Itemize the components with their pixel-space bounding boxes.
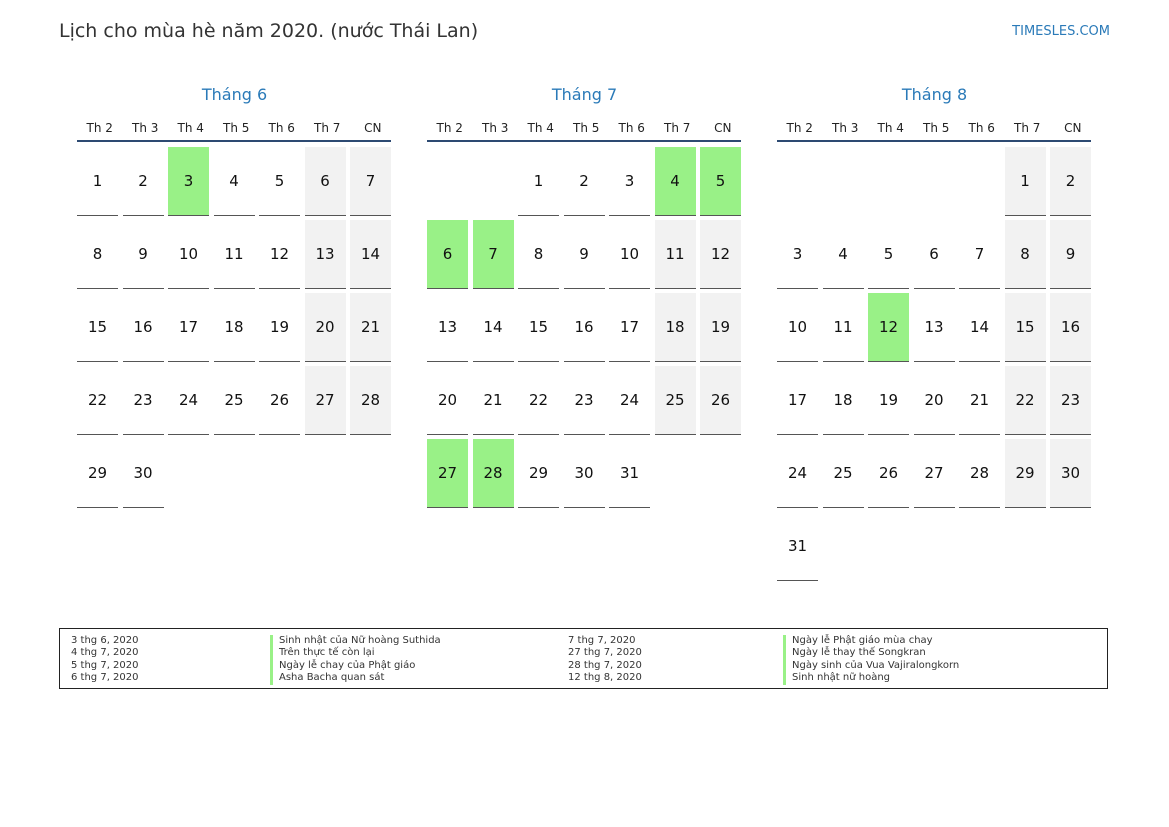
day-cell[interactable]: 3 bbox=[609, 147, 650, 216]
day-cell[interactable]: 30 bbox=[564, 439, 605, 508]
day-cell[interactable]: 29 bbox=[518, 439, 559, 508]
day-cell[interactable]: 4 bbox=[823, 220, 864, 289]
legend-holiday-name: Ngày sinh của Vua Vajiralongkorn bbox=[783, 660, 959, 672]
day-cell[interactable]: 16 bbox=[123, 293, 164, 362]
day-cell[interactable]: 8 bbox=[77, 220, 118, 289]
day-cell[interactable]: 21 bbox=[350, 293, 391, 362]
legend-date: 7 thg 7, 2020 bbox=[568, 635, 636, 646]
weekday-label: Th 4 bbox=[527, 121, 554, 135]
day-cell[interactable]: 18 bbox=[823, 366, 864, 435]
month-title: Tháng 6 bbox=[201, 85, 268, 104]
day-cell[interactable]: 24 bbox=[777, 439, 818, 508]
weekday-label: Th 2 bbox=[786, 121, 813, 135]
day-cell[interactable]: 17 bbox=[777, 366, 818, 435]
day-cell[interactable]: 30 bbox=[123, 439, 164, 508]
day-cell[interactable]: 14 bbox=[473, 293, 514, 362]
weekday-label: Th 5 bbox=[923, 121, 950, 135]
weekday-label: Th 5 bbox=[223, 121, 250, 135]
day-cell[interactable]: 1 bbox=[77, 147, 118, 216]
day-cell[interactable]: 1 bbox=[1005, 147, 1046, 216]
weekday-label: Th 3 bbox=[132, 121, 159, 135]
weekday-header bbox=[77, 118, 392, 140]
day-cell[interactable]: 25 bbox=[823, 439, 864, 508]
day-cell[interactable]: 8 bbox=[518, 220, 559, 289]
legend-date: 6 thg 7, 2020 bbox=[71, 672, 139, 684]
weekday-label: Th 3 bbox=[832, 121, 859, 135]
day-cell[interactable]: 16 bbox=[1050, 293, 1091, 362]
weekday-label: Th 5 bbox=[573, 121, 600, 135]
day-cell[interactable]: 24 bbox=[609, 366, 650, 435]
holiday-day-cell[interactable]: 4 bbox=[655, 147, 696, 216]
day-cell[interactable]: 23 bbox=[123, 366, 164, 435]
legend-holiday-name: Ngày lễ chay của Phật giáo bbox=[270, 660, 441, 672]
day-cell[interactable]: 22 bbox=[1005, 366, 1046, 435]
day-cell[interactable]: 13 bbox=[305, 220, 346, 289]
day-cell[interactable]: 15 bbox=[518, 293, 559, 362]
day-cell[interactable]: 20 bbox=[305, 293, 346, 362]
day-cell[interactable]: 7 bbox=[350, 147, 391, 216]
day-cell[interactable]: 19 bbox=[259, 293, 300, 362]
day-cell[interactable]: 14 bbox=[959, 293, 1000, 362]
day-cell[interactable]: 12 bbox=[700, 220, 741, 289]
day-cell[interactable]: 19 bbox=[868, 366, 909, 435]
day-cell[interactable]: 14 bbox=[350, 220, 391, 289]
day-cell[interactable]: 15 bbox=[77, 293, 118, 362]
legend-date: 4 thg 7, 2020 bbox=[71, 647, 139, 659]
day-cell[interactable]: 15 bbox=[1005, 293, 1046, 362]
weekday-label: Th 6 bbox=[968, 121, 995, 135]
day-cell[interactable]: 11 bbox=[655, 220, 696, 289]
day-cell[interactable]: 13 bbox=[914, 293, 955, 362]
day-cell[interactable]: 2 bbox=[123, 147, 164, 216]
legend-dates-right bbox=[568, 635, 642, 685]
legend-holiday-name: Ngày lễ Phật giáo mùa chay bbox=[783, 635, 959, 647]
legend-holiday-name: Trên thực tế còn lại bbox=[270, 647, 441, 659]
month-august bbox=[777, 84, 1092, 581]
day-cell[interactable]: 10 bbox=[168, 220, 209, 289]
header-divider bbox=[777, 140, 1091, 142]
holiday-day-cell[interactable]: 6 bbox=[427, 220, 468, 289]
day-cell[interactable]: 13 bbox=[427, 293, 468, 362]
day-cell[interactable]: 5 bbox=[868, 220, 909, 289]
day-cell[interactable]: 9 bbox=[123, 220, 164, 289]
day-cell[interactable]: 21 bbox=[959, 366, 1000, 435]
empty-day-cell bbox=[427, 147, 468, 216]
day-cell[interactable]: 30 bbox=[1050, 439, 1091, 508]
day-grid bbox=[77, 147, 392, 508]
day-cell[interactable]: 11 bbox=[214, 220, 255, 289]
day-cell[interactable]: 28 bbox=[350, 366, 391, 435]
day-cell[interactable]: 20 bbox=[914, 366, 955, 435]
day-cell[interactable]: 19 bbox=[700, 293, 741, 362]
day-cell[interactable]: 28 bbox=[959, 439, 1000, 508]
weekday-label: Th 4 bbox=[877, 121, 904, 135]
empty-day-cell bbox=[959, 147, 1000, 216]
weekday-label: Th 6 bbox=[268, 121, 295, 135]
day-cell[interactable]: 5 bbox=[259, 147, 300, 216]
weekday-label: CN bbox=[364, 121, 382, 135]
day-cell[interactable]: 20 bbox=[427, 366, 468, 435]
day-cell[interactable]: 22 bbox=[518, 366, 559, 435]
holiday-day-cell[interactable]: 5 bbox=[700, 147, 741, 216]
legend-names-right bbox=[783, 635, 959, 685]
day-cell[interactable]: 23 bbox=[564, 366, 605, 435]
legend-date: 28 thg 7, 2020 bbox=[568, 659, 642, 671]
day-cell[interactable]: 6 bbox=[914, 220, 955, 289]
legend-holiday-name: Sinh nhật của Nữ hoàng Suthida bbox=[270, 635, 441, 647]
weekday-label: CN bbox=[1064, 121, 1082, 135]
legend-holiday-name: Asha Bacha quan sát bbox=[270, 672, 441, 684]
month-title: Tháng 7 bbox=[551, 85, 618, 104]
weekday-header bbox=[427, 118, 742, 140]
weekday-label: Th 2 bbox=[86, 121, 113, 135]
empty-day-cell bbox=[868, 147, 909, 216]
months-container bbox=[77, 84, 1092, 604]
legend-date: 3 thg 6, 2020 bbox=[71, 635, 139, 646]
weekday-label: Th 2 bbox=[436, 121, 463, 135]
holiday-day-cell[interactable]: 27 bbox=[427, 439, 468, 508]
weekday-label: Th 3 bbox=[482, 121, 509, 135]
day-cell[interactable]: 25 bbox=[655, 366, 696, 435]
day-cell[interactable]: 17 bbox=[609, 293, 650, 362]
day-cell[interactable]: 27 bbox=[914, 439, 955, 508]
day-cell[interactable]: 6 bbox=[305, 147, 346, 216]
day-cell[interactable]: 29 bbox=[1005, 439, 1046, 508]
day-cell[interactable]: 16 bbox=[564, 293, 605, 362]
weekday-label: Th 7 bbox=[1014, 121, 1041, 135]
day-cell[interactable]: 2 bbox=[1050, 147, 1091, 216]
day-cell[interactable]: 23 bbox=[1050, 366, 1091, 435]
day-cell[interactable]: 31 bbox=[609, 439, 650, 508]
day-cell[interactable]: 12 bbox=[259, 220, 300, 289]
legend-date: 5 thg 7, 2020 bbox=[71, 659, 139, 671]
empty-day-cell bbox=[914, 147, 955, 216]
holiday-day-cell[interactable]: 3 bbox=[168, 147, 209, 216]
day-cell[interactable]: 17 bbox=[168, 293, 209, 362]
day-cell[interactable]: 24 bbox=[168, 366, 209, 435]
weekday-header bbox=[777, 118, 1092, 140]
day-cell[interactable]: 8 bbox=[1005, 220, 1046, 289]
holiday-day-cell[interactable]: 28 bbox=[473, 439, 514, 508]
empty-day-cell bbox=[823, 147, 864, 216]
month-july bbox=[427, 84, 742, 508]
holiday-day-cell[interactable]: 12 bbox=[868, 293, 909, 362]
day-cell[interactable]: 18 bbox=[214, 293, 255, 362]
legend-date: 27 thg 7, 2020 bbox=[568, 647, 642, 659]
day-cell[interactable]: 22 bbox=[77, 366, 118, 435]
day-cell[interactable]: 9 bbox=[1050, 220, 1091, 289]
day-cell[interactable]: 26 bbox=[700, 366, 741, 435]
day-cell[interactable]: 27 bbox=[305, 366, 346, 435]
day-cell[interactable]: 26 bbox=[259, 366, 300, 435]
holiday-legend bbox=[59, 628, 1108, 689]
day-cell[interactable]: 2 bbox=[564, 147, 605, 216]
legend-names-left bbox=[270, 635, 441, 685]
holiday-day-cell[interactable]: 7 bbox=[473, 220, 514, 289]
empty-day-cell bbox=[777, 147, 818, 216]
month-title: Tháng 8 bbox=[901, 85, 968, 104]
day-cell[interactable]: 31 bbox=[777, 512, 818, 581]
legend-dates-left bbox=[71, 635, 139, 685]
day-cell[interactable]: 3 bbox=[777, 220, 818, 289]
day-cell[interactable]: 4 bbox=[214, 147, 255, 216]
month-june bbox=[77, 84, 392, 508]
weekday-label: Th 6 bbox=[618, 121, 645, 135]
day-grid bbox=[427, 147, 742, 508]
weekday-label: CN bbox=[714, 121, 732, 135]
page-title: Lịch cho mùa hè năm 2020. (nước Thái Lan) bbox=[59, 20, 479, 42]
day-cell[interactable]: 9 bbox=[564, 220, 605, 289]
header-divider bbox=[77, 140, 391, 142]
day-cell[interactable]: 11 bbox=[823, 293, 864, 362]
weekday-label: Th 7 bbox=[664, 121, 691, 135]
day-cell[interactable]: 7 bbox=[959, 220, 1000, 289]
empty-day-cell bbox=[473, 147, 514, 216]
day-cell[interactable]: 10 bbox=[609, 220, 650, 289]
weekday-label: Th 4 bbox=[177, 121, 204, 135]
brand-link[interactable]: TIMESLES.COM bbox=[1012, 24, 1110, 39]
legend-holiday-name: Ngày lễ thay thế Songkran bbox=[783, 647, 959, 659]
day-cell[interactable]: 1 bbox=[518, 147, 559, 216]
day-grid bbox=[777, 147, 1092, 581]
header-divider bbox=[427, 140, 741, 142]
legend-holiday-name: Sinh nhật nữ hoàng bbox=[783, 672, 959, 684]
legend-date: 12 thg 8, 2020 bbox=[568, 672, 642, 684]
day-cell[interactable]: 26 bbox=[868, 439, 909, 508]
day-cell[interactable]: 29 bbox=[77, 439, 118, 508]
weekday-label: Th 7 bbox=[314, 121, 341, 135]
day-cell[interactable]: 18 bbox=[655, 293, 696, 362]
day-cell[interactable]: 21 bbox=[473, 366, 514, 435]
day-cell[interactable]: 10 bbox=[777, 293, 818, 362]
day-cell[interactable]: 25 bbox=[214, 366, 255, 435]
